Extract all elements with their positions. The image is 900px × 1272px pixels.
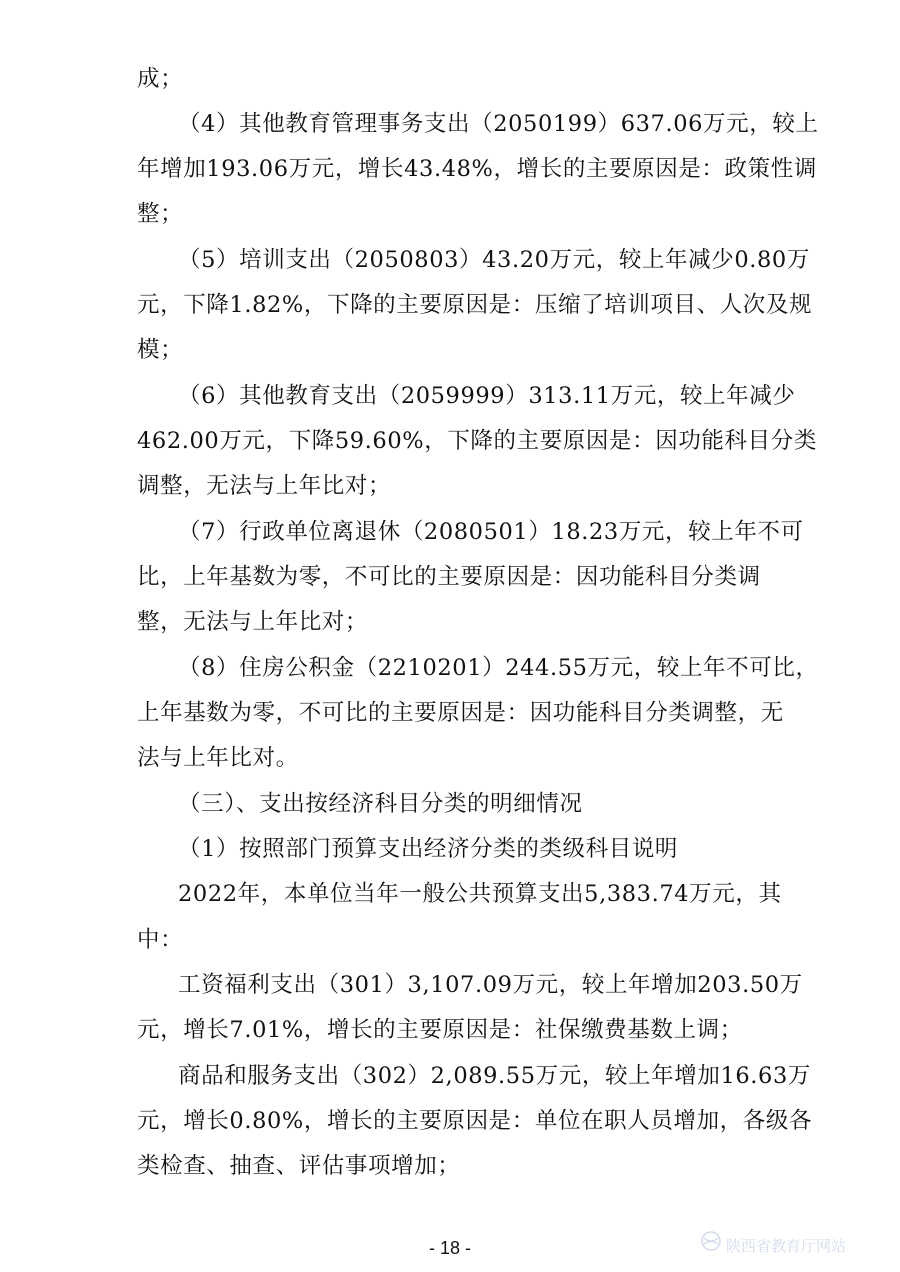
text-line: 工资福利支出（301）3,107.09万元，较上年增加203.50万 (178, 972, 803, 998)
globe-icon (700, 1227, 722, 1267)
text-line: 模； (137, 337, 184, 363)
text-line: 上年基数为零，不可比的主要原因是：因功能科目分类调整，无 (137, 700, 784, 726)
text-line: （7）行政单位离退休（2080501）18.23万元，较上年不可 (178, 519, 804, 545)
site-watermark (700, 1226, 890, 1266)
text-line: 中： (137, 927, 184, 953)
text-line: 调整，无法与上年比对； (137, 473, 392, 499)
text-line: （4）其他教育管理事务支出（2050199）637.06万元，较上 (178, 111, 819, 137)
text-line: 整，无法与上年比对； (137, 609, 369, 635)
text-line: 462.00万元，下降59.60%，下降的主要原因是：因功能科目分类 (137, 428, 817, 454)
text-line: 整； (137, 201, 184, 227)
text-line: 商品和服务支出（302）2,089.55万元，较上年增加16.63万 (178, 1063, 811, 1089)
text-line: 元，下降1.82%，下降的主要原因是：压缩了培训项目、人次及规 (137, 292, 813, 318)
text-line: 比，上年基数为零，不可比的主要原因是：因功能科目分类调 (137, 564, 761, 590)
text-line: （5）培训支出（2050803）43.20万元，较上年减少0.80万 (178, 247, 810, 273)
text-line: 年增加193.06万元，增长43.48%，增长的主要原因是：政策性调 (137, 156, 817, 182)
text-line: 成； (137, 66, 184, 92)
text-line: 2022年，本单位当年一般公共预算支出5,383.74万元，其 (178, 881, 782, 907)
text-line: （8）住房公积金（2210201）244.55万元，较上年不可比， (178, 655, 819, 681)
text-line: （6）其他教育支出（2059999）313.11万元，较上年减少 (178, 383, 796, 409)
text-line: 元，增长7.01%，增长的主要原因是：社保缴费基数上调； (137, 1017, 743, 1043)
section-heading: （三）、支出按经济科目分类的明细情况 (178, 791, 583, 817)
page-number: - 18 - (428, 1238, 471, 1258)
text-line: 元，增长0.80%，增长的主要原因是：单位在职人员增加，各级各 (137, 1108, 813, 1134)
text-line: 法与上年比对。 (137, 745, 299, 771)
subsection-heading: （1）按照部门预算支出经济分类的类级科目说明 (178, 836, 679, 862)
text-line: 类检查、抽查、评估事项增加； (137, 1153, 461, 1179)
watermark-text: 陕西省教育厅网站 (726, 1237, 847, 1255)
